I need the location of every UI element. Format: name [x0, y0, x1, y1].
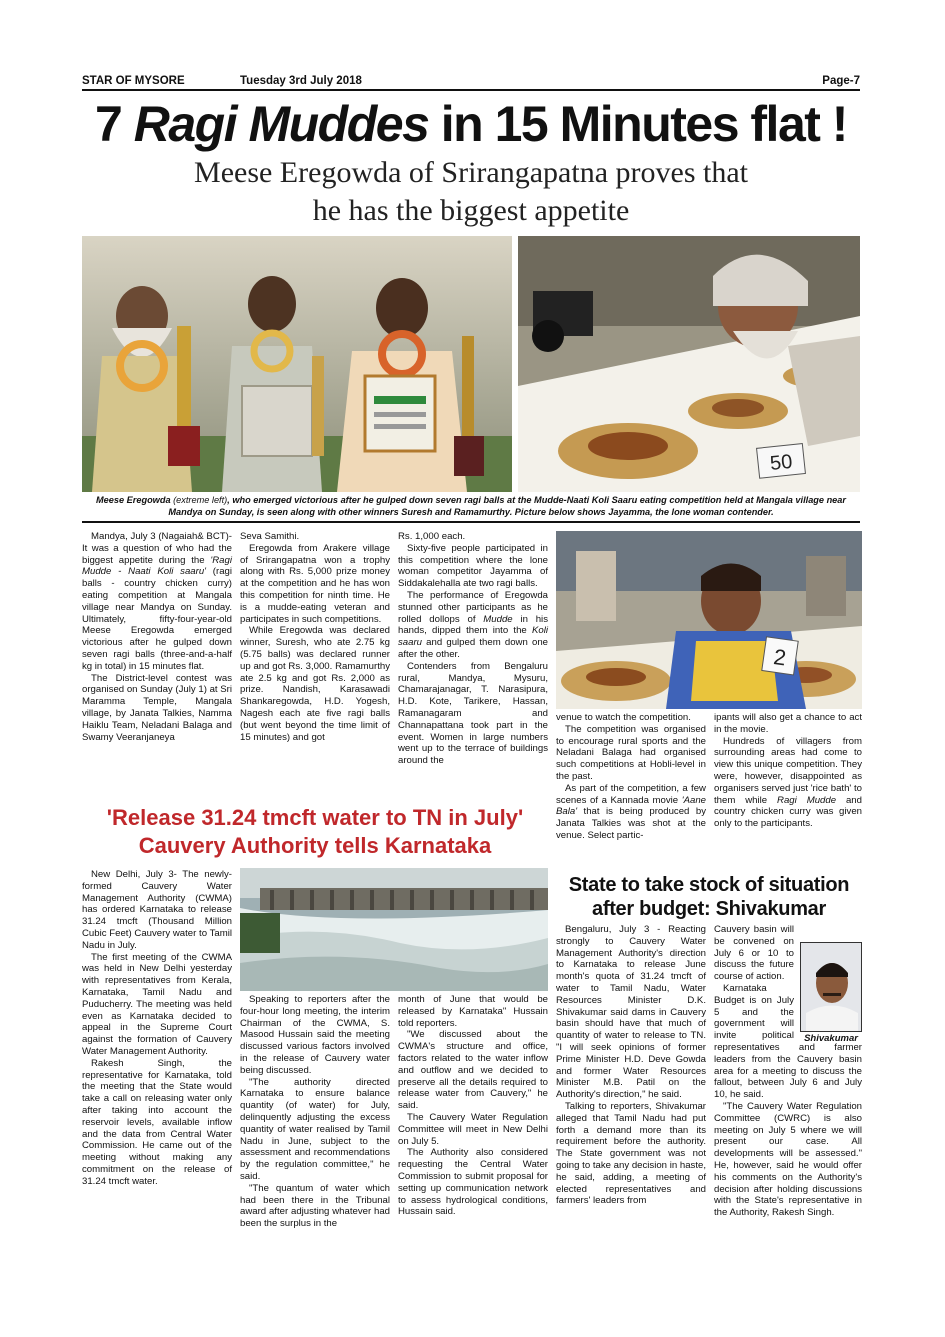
stock-col2-para-2: Karnataka Budget is on July 5 and the government will invite political representatives and farmer leaders from the Cauvery basin area for a meeting to discuss the fallout, between July 6 and July 10, he said.: [714, 982, 862, 1101]
issue-date: Tuesday 3rd July 2018: [240, 75, 362, 87]
plate-number-50: 50: [768, 450, 794, 475]
ragi-col1-para-1: Mandya, July 3 (Nagaiah& BCT)- It was a question of who had the biggest appetite during the 'Ragi Mudde - Naati Koli saaru' (ragi balls - country chicken curry) eating competition at Mangala village near Mandya on Sunday. Ultimately, fifty-four-year-old Meese Eregowda emerged victorious after he gulped down seven ragi balls (three-and-a-half kg in total) in 15 minutes flat.: [82, 531, 233, 672]
subhead-line-2: he has the biggest appetite: [312, 194, 630, 227]
ragi-col1-para-2: The District-level contest was organised on Sunday (July 1) at Sri Maramma Temple, Mangala village, by Janata Talkies, Namma Haiklu Team, Neladani Balaga and Swamy Veeranjaneya: [82, 672, 232, 743]
photo-caption: [82, 494, 860, 523]
release-col3-para-1: month of June that would be released by Karnataka" Hussain told reporters.: [398, 994, 548, 1029]
ragi-story-col-4: [556, 712, 706, 842]
main-headline: [82, 93, 860, 155]
stock-col1-para-1: Bengaluru, July 3 - Reacting strongly to Cauvery Water Management Authority's direction to Karnataka to release June month's quota of 31.24 tmcft of water to Tamil Nadu, Water Resources Minister D.K. Shivakumar said dams in Cauvery basin should have that much of quantity of water to release to TN. "I will seek opinions of former Prime Minister H.D. Deve Gowda and former Water Resources Minister M.B. Patil on the Authority's direction," he said.: [556, 924, 706, 1101]
caption-text-2: (extreme left): [173, 495, 228, 505]
jayamma-photo: [556, 531, 862, 709]
stock-headline-line-2: after budget: Shivakumar: [592, 898, 826, 920]
ragi-col3-para-2: Sixty-five people participated in this competition where the lone woman competitor Jayamma of Siddakalehalla ate two ragi balls.: [398, 542, 548, 590]
ragi-col5-para-1: ipants will also get a chance to act in the movie.: [714, 712, 862, 735]
ragi-story-col-3: [398, 531, 548, 767]
subhead-line-1: Meese Eregowda of Srirangapatna proves that: [194, 156, 748, 189]
ragi-col4-para-2: The competition was organised to encourage rural sports and the Neladani Balaga had organised such competitions at Hobli-level in the past.: [556, 723, 706, 782]
winners-photo: [82, 236, 512, 492]
headline-part-3: in 15 Minutes flat !: [428, 96, 847, 152]
ragi-col2-para-2: Eregowda from Arakere village of Srirangapatna won a trophy along with Rs. 5,000 prize money at the competition and he has won this competition for ninth time. He is a mudde-eating veteran and participates in such competitions.: [240, 542, 390, 625]
headline-part-2: Ragi Muddes: [133, 96, 429, 152]
ragi-story-col-5: [714, 712, 862, 830]
ragi-col2-para-3: While Eregowda was declared winner, Suresh, who ate 2.75 kg (5.75 balls) was declared runner up and got Rs. 3,000. Ramamurthy ate 2.5 kg and got Rs. 2,000 as prize. Nandish, Karasawadi Shankaregowda, H.D. Yogesh, Nagesh each ate five ragi balls (but went beyond the time limit of 15 minutes) and got: [240, 625, 390, 743]
ragi-story-col-1: [82, 531, 232, 743]
ragi-col4-para-1: venue to watch the competition.: [556, 712, 691, 723]
dam-photo: [240, 868, 548, 991]
stock-headline-line-1: State to take stock of situation: [568, 874, 850, 896]
stock-headline: [556, 873, 862, 921]
ragi-col5-para-2: Hundreds of villagers from surrounding areas had come to view this unique competition. They were, however, disappointed as organisers served just 'rice bath' to them while Ragi Mudde and country chicken curry was given only to the participants.: [714, 735, 862, 830]
shivakumar-photo-label: Shivakumar: [804, 1033, 858, 1044]
release-col3-para-4: The Authority also considered requesting the Central Water Commission to submit proposal for setting up communication network to assess hydrological conditions, Hussain said.: [398, 1147, 548, 1218]
page-number: Page-7: [822, 75, 860, 87]
ragi-col3-para-4: Contenders from Bengaluru rural, Mandya, Mysuru, Chamarajanagar, T. Narasipura, H.D. Kote, Tarikere, Hassan, Ramanagaram and Channapattana took part in the event. Women in large numbers went up to the terrace of buildings around the: [398, 660, 548, 767]
release-story-col-3: [398, 994, 548, 1218]
eating-photo: [518, 236, 860, 492]
release-col2-para-1: Speaking to reporters after the four-hour long meeting, the interim Chairman of the CWMA, S. Masood Hussain said the meeting discussed various factors involved in the release of Cauvery water being discussed.: [240, 994, 390, 1076]
release-col2-para-2: "The authority directed Karnataka to ensure balance quantity (of water) for July, delinquently adjusting the excess quantity of water realised by Tamil Nadu in June, subject to the assessment and recommendations by the regulation committee," he said.: [240, 1076, 390, 1182]
release-story-col-1: [82, 869, 232, 1188]
release-col2-para-3: "The quantum of water which had been there in the Tribunal award after adjusting whatever had been the surplus in the: [240, 1182, 390, 1230]
release-story-col-2: [240, 994, 390, 1230]
caption-text-1: Meese Eregowda: [96, 495, 174, 505]
release-col3-para-3: The Cauvery Water Regulation Committee will meet in New Delhi on July 5.: [398, 1111, 548, 1147]
release-headline: [82, 804, 548, 860]
stock-story-col-2: [714, 924, 862, 1219]
stock-story-col-1: [556, 924, 706, 1207]
ragi-col4-para-3: As part of the competition, a few scenes of a Kannada movie 'Aane Bala' that is being produced by Janata Talkies was shot at the venue. Select partic-: [556, 782, 706, 841]
ragi-col3-para-3: The performance of Eregowda stunned other participants as he rolled dollops of Mudde in his hands, dipped them into the Koli saaru and gulped them down one after the other.: [398, 589, 548, 660]
newspaper-name: STAR OF MYSORE: [82, 75, 185, 87]
release-col1-para-3: Rakesh Singh, the representative for Karnataka, told the meeting that the State would take a call on releasing water only after taking into account the reservoir levels, available inflow and the data from Central Water Commission. He came out of the meeting without making any commitment on the release of 31.24 tmcft water.: [82, 1057, 232, 1187]
stock-col2-para-1: Cauvery basin will be convened on July 6 or 10 to discuss the future course of action.: [714, 924, 794, 983]
masthead: [82, 75, 860, 91]
stock-col2-para-3: "The Cauvery Water Regulation Committee (CWRC) is also meeting on July 5 where we will present our case. All developments will be assessed." He, however, said he would offer his comments on the Authority's decision after holding discussions with the State's representative in the Authority, Rakesh Singh.: [714, 1100, 862, 1219]
stock-col1-para-2: Talking to reporters, Shivakumar alleged that Tamil Nadu had put forth a demand more than its requirement before the authority. The State government was not going to take any decision in haste, he said, adding, a meeting of elected representatives and farmers' leaders from: [556, 1100, 706, 1207]
release-col1-para-2: The first meeting of the CWMA was held in New Delhi yesterday with representatives from Kerala, Karnataka, Tamil Nadu and Puducherry. The meeting was held even as Karnataka decided to appeal in the Supreme Court against the formation of Cauvery Water Management Authority.: [82, 951, 232, 1057]
release-headline-line-1: 'Release 31.24 tmcft water to TN in July': [106, 805, 524, 830]
release-headline-line-2: Cauvery Authority tells Karnataka: [138, 833, 492, 858]
plate-number-2: 2: [771, 644, 788, 671]
caption-text-3: , who emerged victorious after he gulped down seven ragi balls at the Mudde-Naati Koli Saaru eating competition held at Mangala village near Mandya on Sunday, is seen along with other winners Suresh and Ramamurthy. Picture below shows Jayamma, the lone woman contender.: [168, 495, 846, 517]
ragi-col2-para-1: Seva Samithi.: [240, 531, 300, 542]
release-col3-para-2: "We discussed about the CWMA's structure and office, factors related to the water inflow and outflow and we decided to preserve all the details required to release water from Cauvery," he said.: [398, 1029, 548, 1112]
sub-headline: [82, 154, 860, 230]
release-col1-para-1: New Delhi, July 3- The newly-formed Cauvery Water Management Authority (CWMA) has ordered Karnataka to release 31.24 tmcft (Thousand Million Cubic Feet) Cauvery water to Tamil Nadu in July.: [82, 869, 232, 951]
headline-part-1: 7: [95, 96, 134, 152]
ragi-col3-para-1: Rs. 1,000 each.: [398, 531, 466, 542]
ragi-story-col-2: [240, 531, 390, 743]
